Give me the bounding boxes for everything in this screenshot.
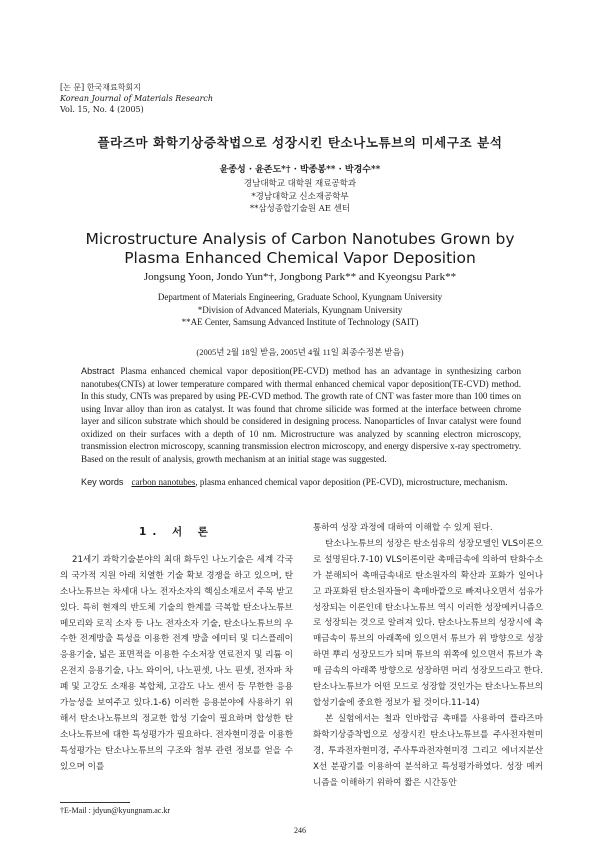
english-authors: Jongsung Yoon, Jondo Yun*†, Jongbong Park** and Kyeongsu Park** [143, 271, 457, 283]
body-paragraph: 본 실험에서는 철과 인바합금 촉매를 사용하여 플라즈마 화학기상증착법으로 성장시킨 탄소나노튜브를 주사전자현미경, 투과전자현미경, 주사투과전자현미경 그리고 에너지분산 X선 분광기를 이용하여 분석하고 특성평가하였다. 성장 메커니즘을 이해하기 위하여 짧은 시간동안 [313, 713, 543, 788]
korean-affiliation: **삼성종합기술원 AE 센터 [249, 204, 351, 214]
keywords [81, 476, 521, 489]
body-paragraph: 21세기 과학기술분야의 최대 화두인 나노기술은 세계 각국의 국가적 지원 아래 치열한 기술 확보 경쟁을 하고 있으며, 탄소나노튜브는 차세대 나노 전자소자의 핵심소재로서 주목 받고 있다. 특히 현재의 반도체 기술의 한계를 극복할 탄소나노튜브 메모리와 로직 소자 등 나노 전자소자 기술, 탄소나노튜브의 우수한 전계방출 특성을 이용한 전계 방출 에미터 및 디스플레이 응용기술, 넓은 표면적을 이용한 수소저장 연료전지 및 리튬 이온전지 응용기술, 나노 와이어, 나노핀셋, 나노 핀셋, 전자파 차폐 및 고강도 소재용 복합체, 고감도 나노 센서 등 무한한 응용 가능성을 보여주고 있다.1-6) 이러한 응용분야에 사용하기 위해서 탄소나노튜브의 정교한 합성 기술이 필요하며 합성한 탄소나노튜브에 대한 특성평가가 필요하다. 전자현미경을 이용한 특성평가는 탄소나노튜브의 구조와 첨부 관련 정보를 얻을 수 있으며 이를 [60, 554, 293, 772]
abstract-label: Abstract [81, 366, 115, 376]
body-paragraph: 탄소나노튜브의 성장은 탄소섬유의 성장모델인 VLS이론으로 설명된다.7-10) VLS이론이란 촉매금속에 의하여 탄화수소가 분해되어 촉매금속내로 탄소원자의 확산과 포화가 일어나고 과포화된 탄소원자들이 촉매바깥으로 빠져나오면서 섬유가 성장되는 이론인데 탄소나노튜브 역시 이러한 성장메커니즘으로 성장되는 것으로 알려져 있다. 탄소나노튜브의 성장시에 촉매금속이 튜브의 아래쪽에 있으면서 튜브가 위 방향으로 성장하면 뿌리 성장모드가 되며 튜브의 위쪽에 있으면서 튜브가 촉매 금속의 아래쪽 방향으로 성장하면 머리 성장모드라고 한다. 탄소나노튜브가 어떤 모드로 성장할 것인가는 탄소나노튜브의 합성기술에 중요한 정보가 될 것이다.11-14) [313, 538, 543, 708]
english-title-line: Plasma Enhanced Chemical Vapor Deposition [124, 249, 476, 267]
korean-affiliations [0, 178, 600, 216]
footnote-email: †E-Mail : jdyun@kyungnam.ac.kr [60, 806, 171, 815]
korean-affiliation: 경남대학교 대학원 재료공학과 [243, 179, 357, 189]
english-affiliation: *Division of Advanced Materials, Kyungnam University [197, 304, 403, 315]
journal-volume: Vol. 15, No. 4 (2005) [60, 105, 144, 114]
page-number: 246 [294, 826, 306, 835]
english-affiliations [0, 291, 600, 329]
korean-title: 플라즈마 화학기상증착법으로 성장시킨 탄소나노튜브의 미세구조 분석 [97, 135, 503, 150]
korean-authors: 윤종성 · 윤존도*† · 박종봉** · 박경수** [219, 165, 381, 175]
section-title: 1. 서 론 [139, 526, 214, 538]
right-column [313, 521, 543, 791]
body-paragraph: 통하여 성장 과정에 대하여 이해할 수 있게 된다. [313, 523, 493, 533]
abstract [81, 365, 521, 465]
korean-affiliation: *경남대학교 신소재공학부 [251, 191, 349, 202]
journal-en-name: Korean Journal of Materials Research [60, 94, 214, 103]
english-title-line: Microstructure Analysis of Carbon Nanotubes Grown by [85, 230, 515, 248]
keyword-link[interactable]: carbon nanotubes [131, 477, 196, 487]
journal-kr-name: [논 문] 한국재료학회지 [60, 83, 141, 92]
keywords-rest: , plasma enhanced chemical vapor deposition (PE-CVD), microstructure, mechanism. [195, 477, 508, 487]
keywords-label: Key words [81, 477, 124, 487]
english-affiliation: Department of Materials Engineering, Graduate School, Kyungnam University [157, 292, 443, 302]
english-title [0, 230, 600, 268]
journal-header [60, 82, 213, 115]
abstract-text: Plasma enhanced chemical vapor deposition(PE-CVD) method has an advantage in synthesizing carbon nanotubes(CNTs) at lower temperature compared with thermal enhanced chemical vapor deposition(TE-CVD) method. In this study, CNTs was prepared by using PE-CVD method. The growth rate of CNT was faster more than 100 times on using Invar alloy than iron as catalyst. It was found that chrome silicide was formed at the interface between chrome layer and silicon substrate which should be considered in designing process. Nanoparticles of Invar catalyst were found oxidized on their surfaces with a depth of 10 nm. Microstructure was analyzed by scanning electron microscopy, transmission electron microscopy, scanning transmission electron microscopy, and energy dispersive x-ray spectrometry. Based on the result of analysis, growth mechanism at an initial stage was suggested. [81, 366, 521, 464]
left-column [60, 521, 293, 776]
footnote-divider [60, 802, 130, 803]
received-dates: (2005년 2월 18일 받음, 2005년 4월 11일 최종수정본 받음) [196, 347, 404, 357]
english-affiliation: **AE Center, Samsung Advanced Institute of Technology (SAIT) [181, 317, 419, 327]
